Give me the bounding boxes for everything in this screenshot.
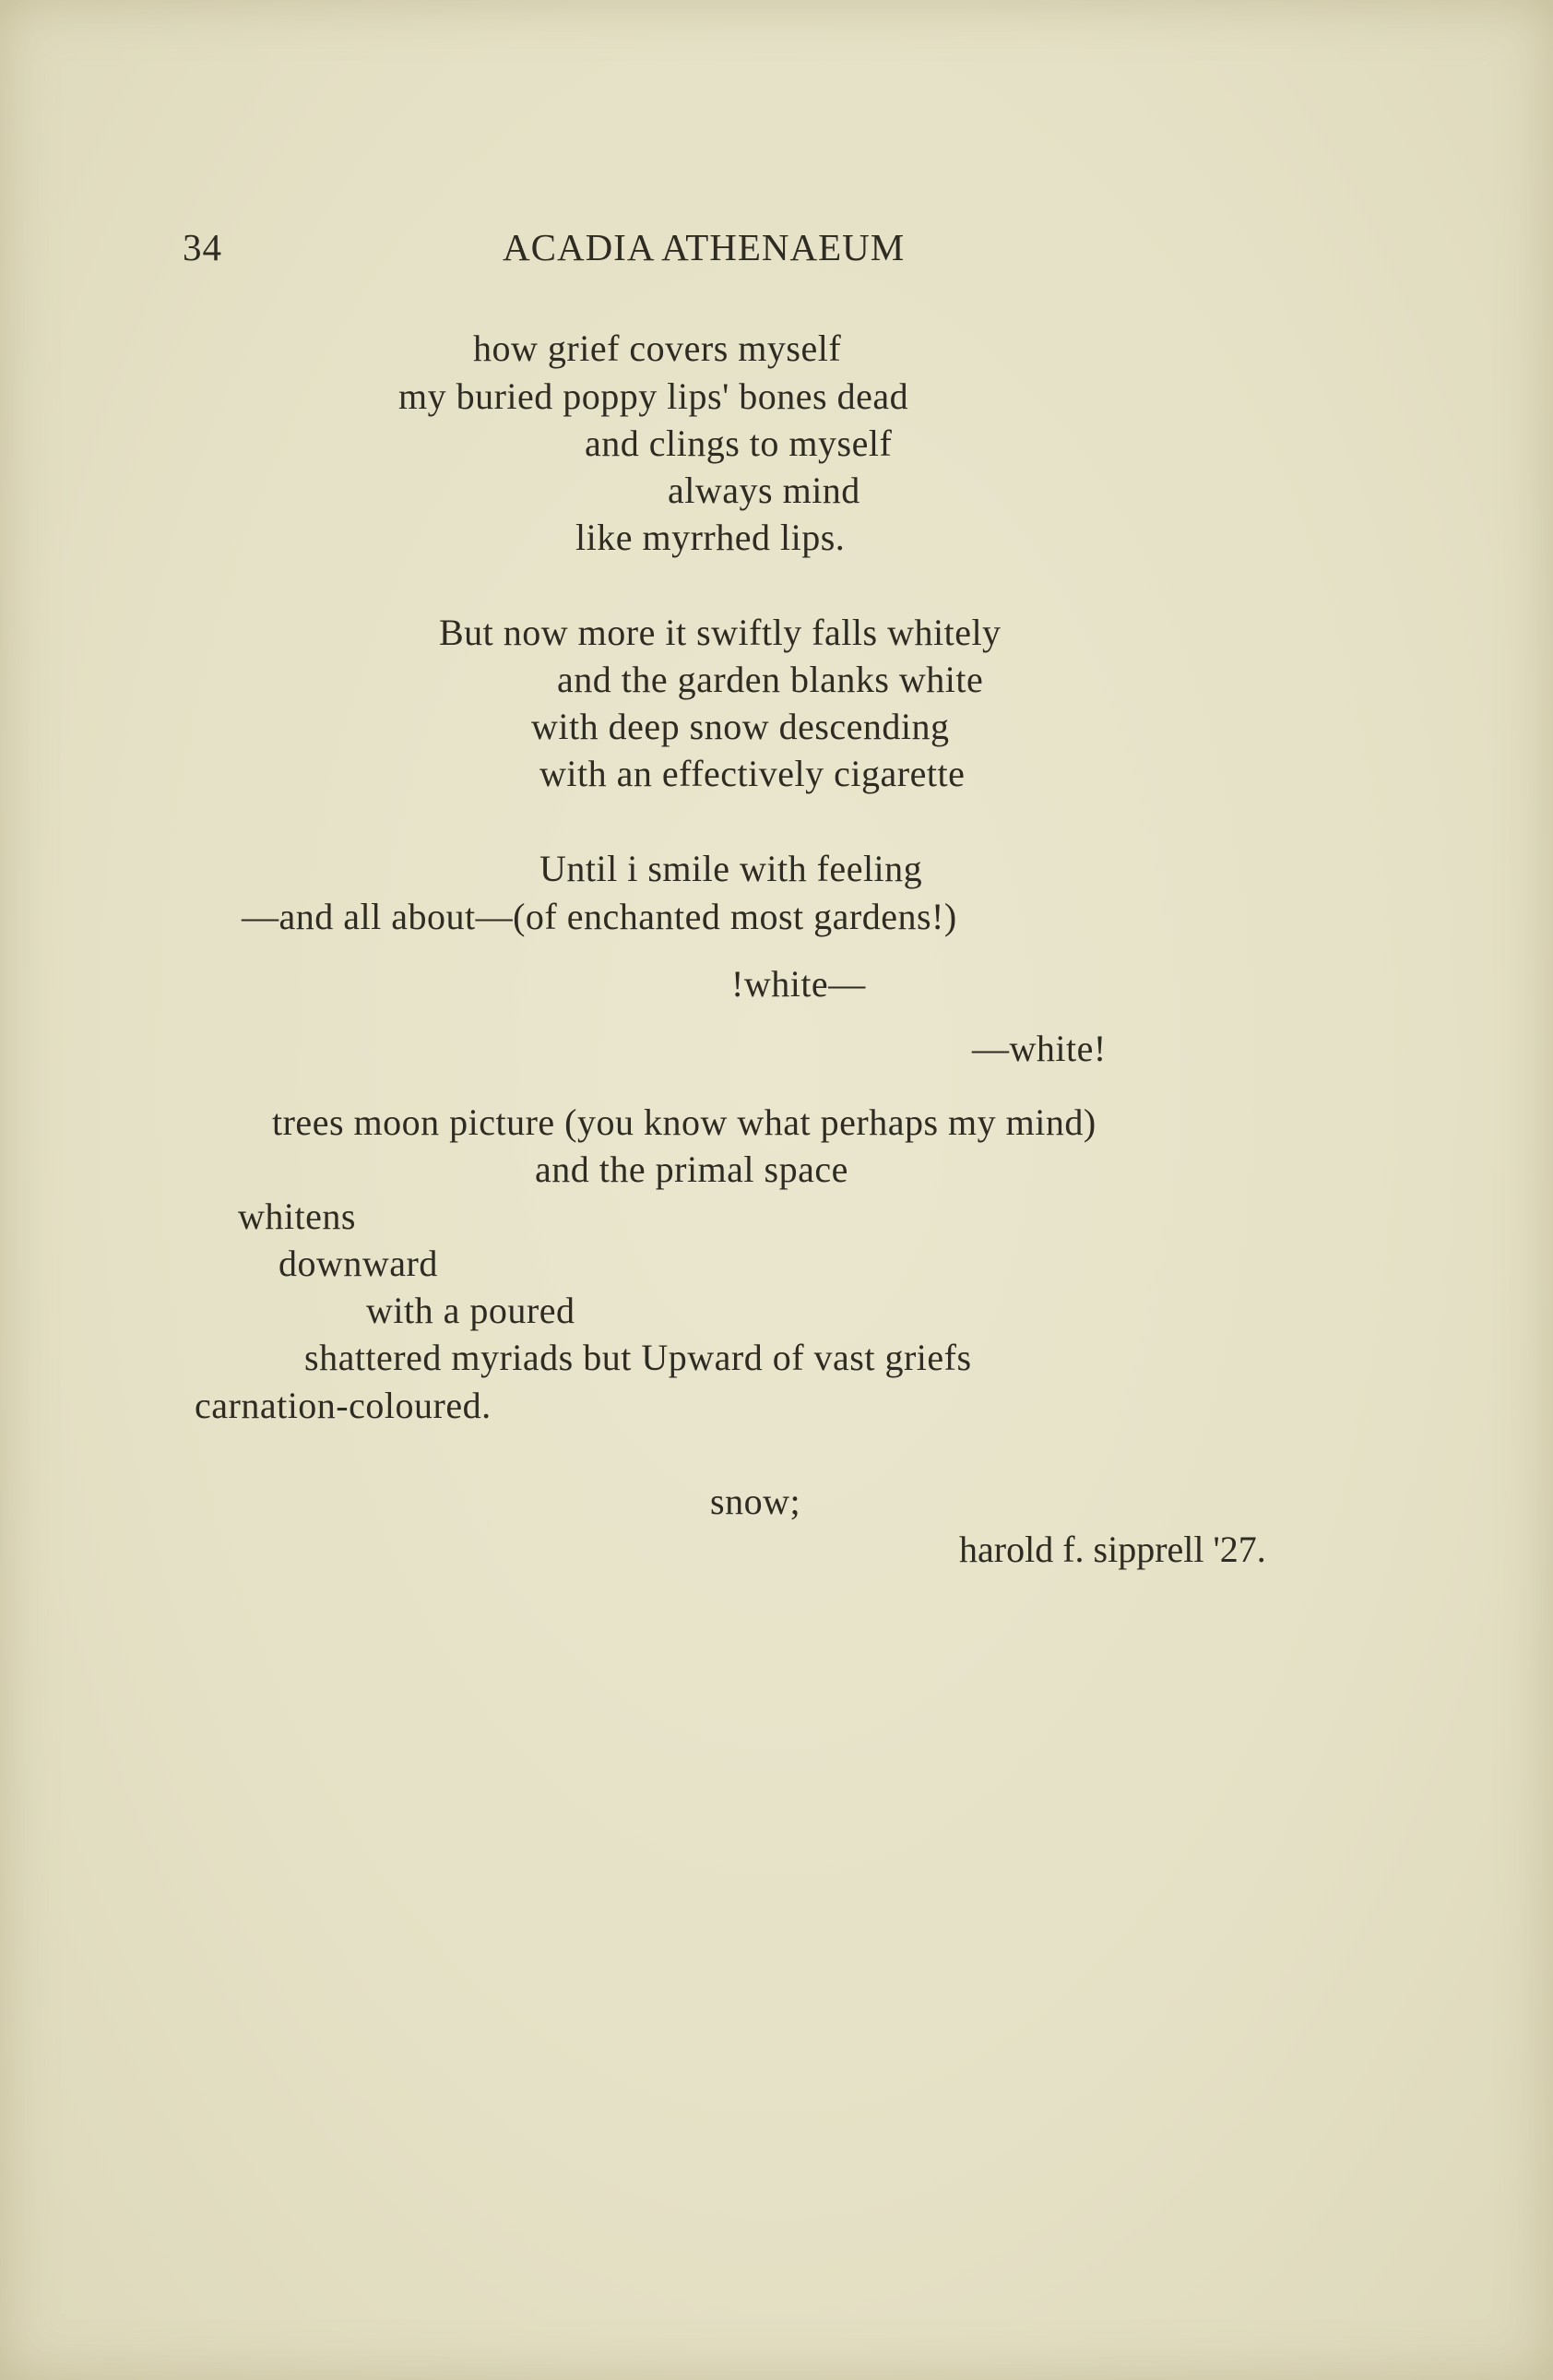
poem-line: with an effectively cigarette (539, 753, 966, 794)
page-header (0, 225, 1553, 280)
poem-line: !white— (731, 963, 866, 1005)
poem-line: my buried poppy lips' bones dead (398, 375, 909, 417)
poem-line: with deep snow descending (531, 706, 950, 747)
poem-line: Until i smile with feeling (539, 848, 923, 889)
poem-line: But now more it swiftly falls whitely (439, 612, 1002, 653)
poem-line: with a poured (366, 1290, 575, 1331)
page-number: 34 (183, 226, 222, 268)
poem-line: —white! (972, 1028, 1107, 1069)
poem-line: and clings to myself (585, 422, 893, 464)
poem-line: and the primal space (535, 1148, 848, 1190)
poem-line: whitens (238, 1196, 356, 1237)
poem-line: and the garden blanks white (557, 659, 984, 700)
poem-line: —and all about—(of enchanted most gardens!) (242, 896, 957, 937)
poem-line: shattered myriads but Upward of vast griefs (304, 1337, 972, 1378)
author-signature: harold f. sipprell '27. (959, 1529, 1266, 1570)
poem-line: carnation-coloured. (195, 1385, 492, 1426)
poem-line: how grief covers myself (473, 327, 842, 369)
poem-line: like myrrhed lips. (575, 517, 846, 558)
running-title: ACADIA ATHENAEUM (503, 226, 906, 268)
poem-line: snow; (710, 1481, 801, 1522)
poem-line: downward (279, 1243, 438, 1284)
poem-line: always mind (668, 470, 860, 511)
poem-line: trees moon picture (you know what perhaps my mind) (272, 1101, 1097, 1143)
